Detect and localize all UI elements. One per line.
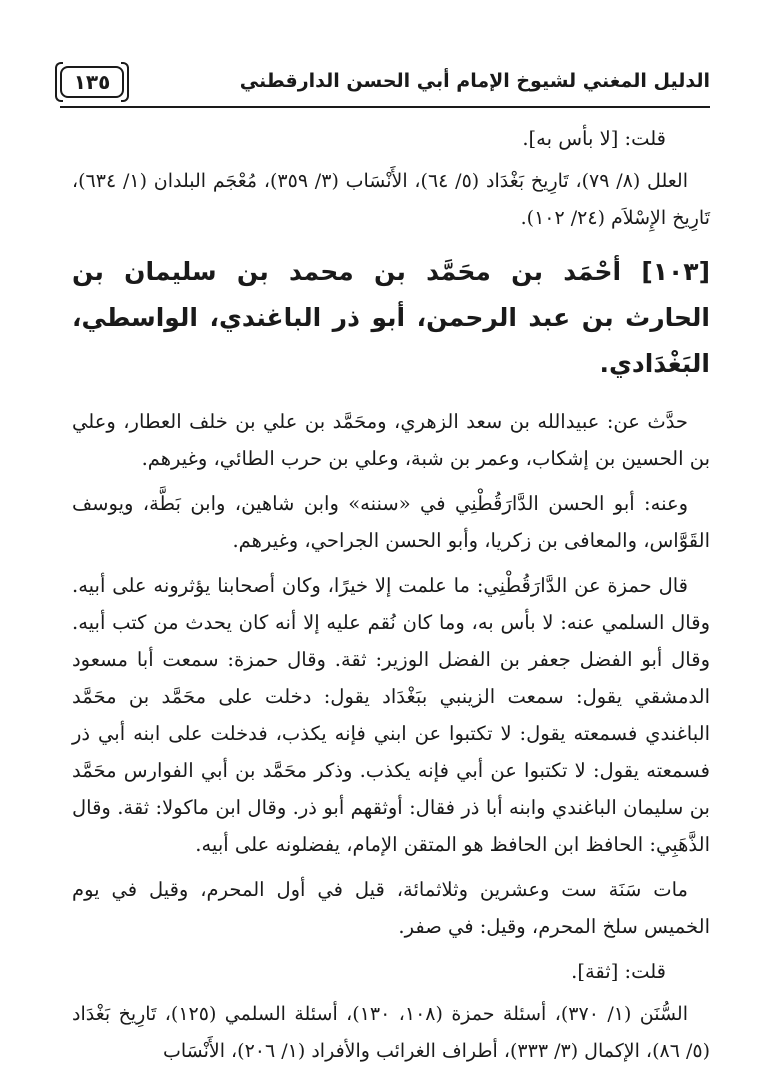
narrators-paragraph: وعنه: أبو الحسن الدَّارَقُطْنِي في «سننه» وابن شاهين، وابن بَطَّة، ويوسف القَوَّاس، والمعافى بن زكريا، وأبو الحسن الجراحي، وغيرهم. [72, 492, 710, 552]
previous-entry-verdict: قلت: [لا بأس به]. [522, 127, 666, 150]
entry-sources: السُّنَن (١/ ٣٧٠)، أسئلة حمزة (١٠٨، ١٣٠)، أسئلة السلمي (١٢٥)، تَارِيخ بَغْدَاد (٥/ ٨٦)، الإكمال (٣/ ٣٣٣)، أطراف الغرائب والأفراد (١/ ٢٠٦)، الأَنْسَاب [72, 1003, 710, 1062]
narrated-from-paragraph: حدَّث عن: عبيدالله بن سعد الزهري، ومحَمَّد بن علي بن خلف العطار، وعلي بن الحسين بن إشكاب، وعمر بن شبة، وعلي بن حرب الطائي، وغيرهم. [72, 410, 710, 470]
death-paragraph: مات سَنَة ست وعشرين وثلاثمائة، قيل في أول المحرم، وقيل في يوم الخميس سلخ المحرم، وقيل: في صفر. [72, 878, 710, 938]
assessments-paragraph: قال حمزة عن الدَّارَقُطْنِي: ما علمت إلا خيرًا، وكان أصحابنا يؤثرونه على أبيه. وقال السلمي عنه: لا بأس به، وما كان نُقم عليه إلا أنه كان يحدث من كتب أبيه. وقال أبو الفضل جعفر بن الفضل الوزير: ثقة. وقال حمزة: سمعت أبا مسعود الدمشقي يقول: سمعت الزينبي ببَغْدَاد يقول: دخلت على محَمَّد بن محَمَّد الباغندي فسمعته يقول: لا تكتبوا عن ابني فإنه يكذب، فدخلت على ابنه أبي ذر فسمعته يقول: لا تكتبوا عن أبي فإنه يكذب. وذكر محَمَّد بن أبي الفوارس محَمَّد بن سليمان الباغندي وابنه أبا ذر فقال: أوثقهم أبو ذر. وقال ابن ماكولا: ثقة. وقال الذَّهَبِي: الحافظ ابن الحافظ هو المتقن الإمام، يفضلونه على أبيه. [72, 574, 710, 856]
page-number: ١٣٥ [60, 66, 124, 98]
running-header [60, 64, 710, 108]
entry-verdict: قلت: [ثقة]. [571, 960, 666, 983]
header-divider [60, 106, 710, 108]
book-title: الدليل المغني لشيوخ الإمام أبي الحسن الدارقطني [239, 70, 710, 92]
entry-heading: [١٠٣] أحْمَد بن محَمَّد بن محمد بن سليمان بن الحارث بن عبد الرحمن، أبو ذر الباغندي، الواسطي، البَغْدَادي. [72, 257, 710, 378]
page-body [72, 120, 710, 1078]
previous-entry-sources: العلل (٨/ ٧٩)، تَارِيخ بَغْدَاد (٥/ ٦٤)، الأَنْسَاب (٣/ ٣٥٩)، مُعْجَم البلدان (١/ ٦٣٤)، تَارِيخ الإِسْلاَم (٢٤/ ١٠٢). [72, 170, 710, 229]
